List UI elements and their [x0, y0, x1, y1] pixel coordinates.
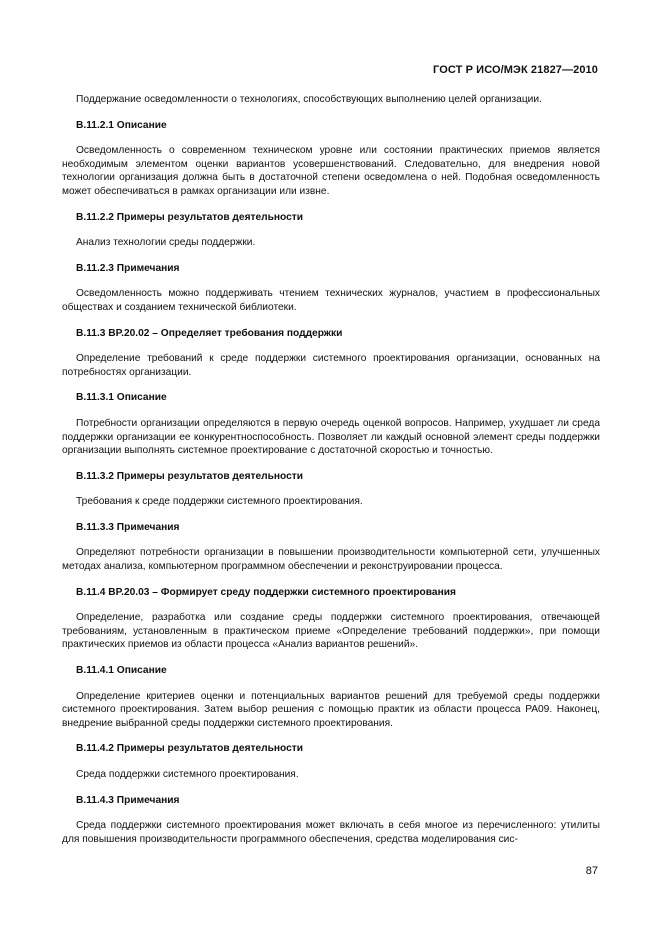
paragraph: Требования к среде поддержки системного проектирования.	[76, 496, 363, 508]
paragraph: Осведомленность о современном техническом уровне или состоянии практических приемов является необходимым элементом оценки вариантов усовершенствований. Следовательно, для внедрения новой технологии организация должна быть в достаточной степени осведомлена о ней. Подобная осведомленность может обеспечиваться в рамках организации или извне.	[62, 145, 600, 197]
paragraph: Определение, разработка или создание среды поддержки системного проектирования, отвечающей требованиям, установленным в практическом приеме «Определение требований поддержки», при помощи практических приемов из области процесса «Анализ вариантов решений».	[62, 612, 600, 651]
document-body	[62, 93, 600, 846]
section-heading: B.11.4.1 Описание	[76, 665, 167, 677]
paragraph: Среда поддержки системного проектирования может включать в себя многое из перечисленного: утилиты для повышения производительности программного обеспечения, средства моделирования сис-	[62, 820, 600, 845]
section-heading: B.11.2.3 Примечания	[76, 262, 180, 274]
section-heading: B.11.3.2 Примеры результатов деятельности	[76, 470, 304, 482]
paragraph: Анализ технологии среды поддержки.	[76, 237, 256, 249]
section-heading: B.11.3.3 Примечания	[76, 521, 180, 533]
document-header: ГОСТ Р ИСО/МЭК 21827—2010	[433, 64, 598, 76]
section-heading: B.11.4.2 Примеры результатов деятельности	[76, 743, 304, 755]
paragraph: Потребности организации определяются в первую очередь оценкой вопросов. Например, ухудшает ли среда поддержки организации ее конкурентноспособность. Позволяет ли каждый основной элемент среды поддержки организации выполнять системное проектирование с достаточной скоростью и точностью.	[62, 417, 600, 457]
paragraph: Определение требований к среде поддержки системного проектирования организации, основанных на потребностях организации.	[62, 353, 600, 378]
paragraph: Определение критериев оценки и потенциальных вариантов решений для требуемой среды поддержки системного проектирования. Затем выбор решения с помощью практик из области процесса PA09. Наконец, внедрение выбранной среды поддержки системного проектирования.	[62, 690, 600, 729]
section-heading: B.11.2.1 Описание	[76, 119, 167, 131]
section-heading: B.11.3 BP.20.02 – Определяет требования поддержки	[76, 327, 343, 339]
paragraph: Определяют потребности организации в повышении производительности компьютерной сети, улучшенных методах анализа, компьютерном программном обеспечении и реконструировании процесса.	[62, 547, 600, 573]
section-heading: B.11.3.1 Описание	[76, 392, 167, 404]
section-heading: B.11.4 BP.20.03 – Формирует среду поддержки системного проектирования	[76, 586, 456, 598]
paragraph: Осведомленность можно поддерживать чтением технических журналов, участием в профессиональных обществах и созданием технической библиотеки.	[62, 288, 600, 313]
section-heading: B.11.2.2 Примеры результатов деятельности	[76, 211, 304, 223]
page-number: 87	[585, 865, 598, 877]
paragraph: Среда поддержки системного проектирования.	[76, 769, 299, 780]
paragraph: Поддержание осведомленности о технологиях, способствующих выполнению целей организации.	[76, 94, 542, 105]
section-heading: B.11.4.3 Примечания	[76, 794, 180, 806]
